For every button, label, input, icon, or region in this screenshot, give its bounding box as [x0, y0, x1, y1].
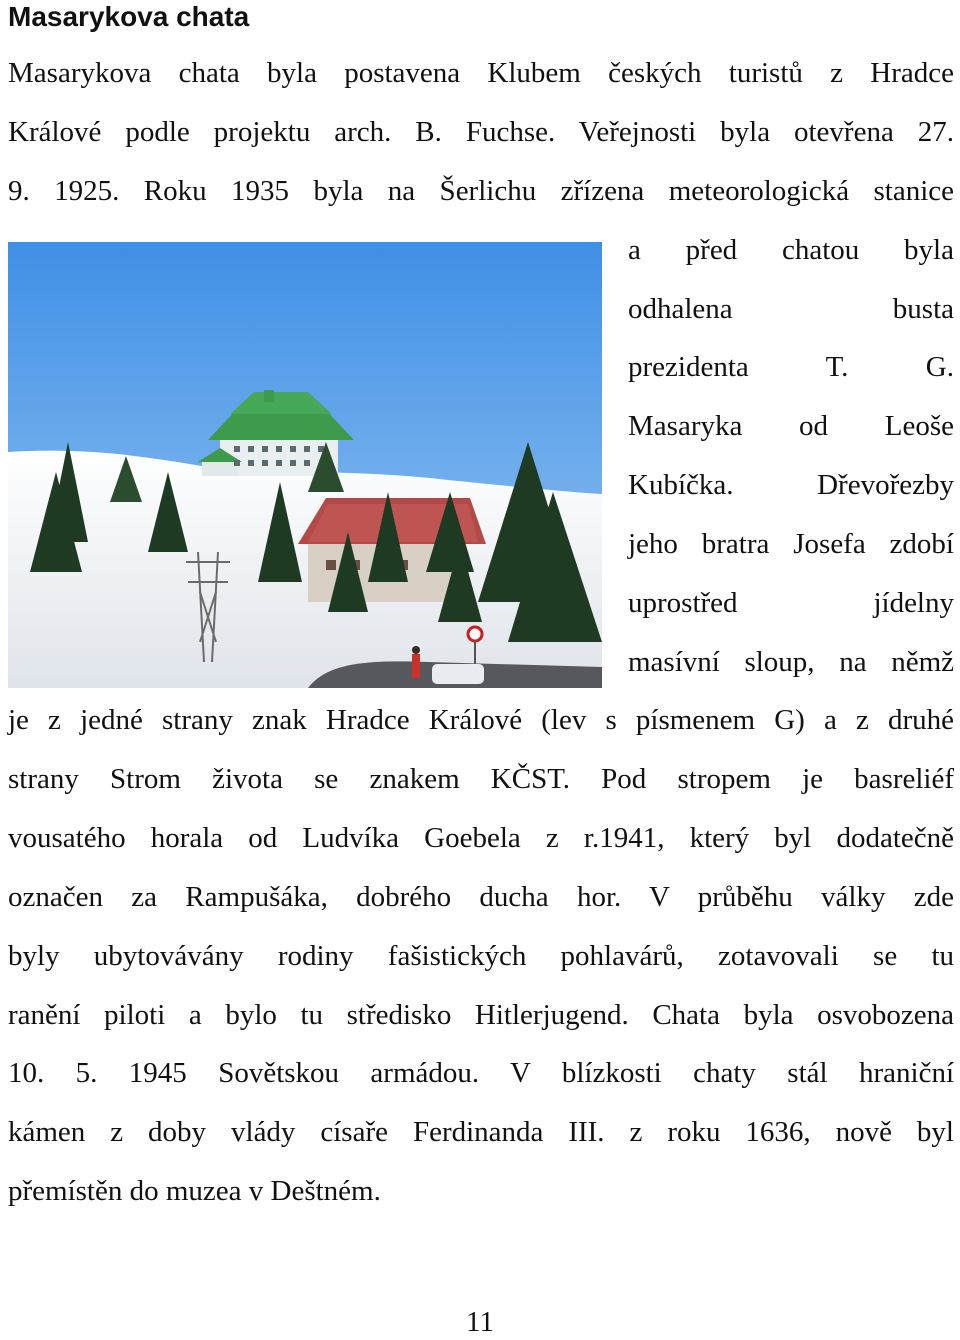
paragraph-line: Králové podle projektu arch. B. Fuchse. Veřejnosti byla otevřena 27. [8, 116, 954, 148]
paragraph-line: strany Strom života se znakem KČST. Pod stropem je basreliéf [8, 763, 954, 795]
page-title: Masarykova chata [8, 1, 250, 32]
paragraph-line: 10. 5. 1945 Sovětskou armádou. V blízkosti chaty stál hraniční [8, 1057, 954, 1089]
side-line: odhalena busta [628, 293, 954, 325]
side-line: masívní sloup, na němž [628, 646, 954, 678]
paragraph-line: ranění piloti a bylo tu středisko Hitlerjugend. Chata byla osvobozena [8, 999, 954, 1031]
side-line: Kubíčka. Dřevořezby [628, 469, 954, 501]
side-line: uprostřed jídelny [628, 587, 954, 619]
side-line: jeho bratra Josefa zdobí [628, 528, 954, 560]
paragraph-line: byly ubytovávány rodiny fašistických pohlavárů, zotavovali se tu [8, 940, 954, 972]
paragraph-line: vousatého horala od Ludvíka Goebela z r.1941, který byl dodatečně [8, 822, 954, 854]
page-number: 11 [466, 1306, 494, 1338]
paragraph-line-last: přemístěn do muzea v Deštném. [8, 1175, 381, 1207]
chalet-photo [8, 242, 602, 688]
side-line: a před chatou byla [628, 234, 954, 266]
paragraph-line: 9. 1925. Roku 1935 byla na Šerlichu zřízena meteorologická stanice [8, 175, 954, 207]
paragraph-line: kámen z doby vlády císaře Ferdinanda III. z roku 1636, nově byl [8, 1116, 954, 1148]
side-line: Masaryka od Leoše [628, 410, 954, 442]
paragraph-line: je z jedné strany znak Hradce Králové (lev s písmenem G) a z druhé [8, 704, 954, 736]
paragraph-line: označen za Rampušáka, dobrého ducha hor. V průběhu války zde [8, 881, 954, 913]
paragraph-line: Masarykova chata byla postavena Klubem českých turistů z Hradce [8, 57, 954, 89]
side-line: prezidenta T. G. [628, 351, 954, 383]
